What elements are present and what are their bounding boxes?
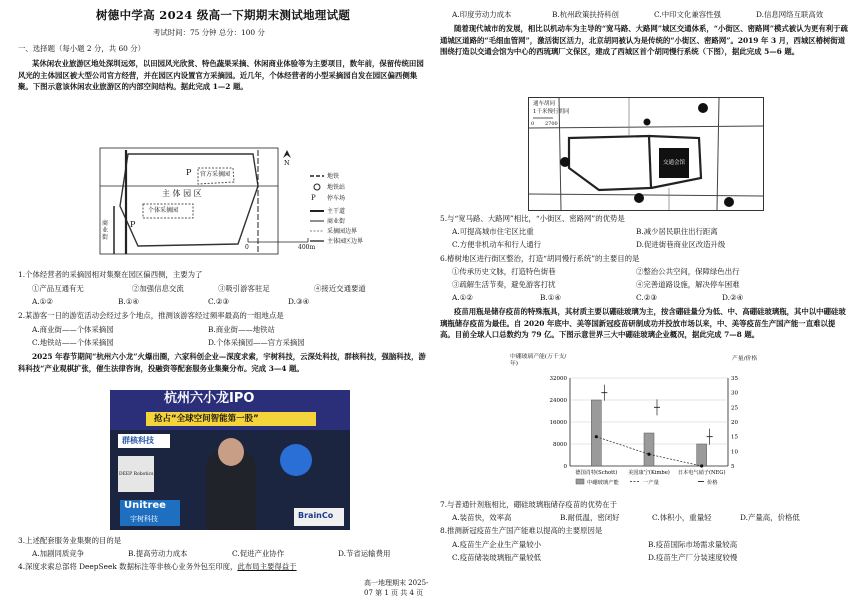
q1-choice-a[interactable]: A.①②: [32, 297, 53, 306]
glass-chart: [510, 354, 780, 494]
map2-legend-2: 1千米慢行胡同: [533, 109, 570, 115]
q6-choice-a[interactable]: A.①②: [452, 293, 473, 302]
q8-choice-a[interactable]: A.疫苗生产企业生产量较小: [452, 540, 541, 549]
legend-main-road: 主干道: [327, 208, 346, 215]
slow-lane-loop: [569, 136, 651, 190]
q1-stem: 1.个体经营者的采摘园相对集聚在园区偏西侧，主要为了: [18, 270, 203, 279]
q1-option-1: ①产品互通有无: [32, 284, 84, 293]
q2-choice-a[interactable]: A.商业街——个体采摘园: [32, 325, 114, 334]
scale-zero: 0: [245, 244, 249, 251]
q1-option-4: ④接近交通要道: [314, 284, 366, 293]
chart-y-tick-right: 35: [731, 376, 738, 382]
chart-legend-capacity: 中硼玻璃产能: [587, 480, 619, 486]
commercial-street-label: 商业街: [102, 220, 109, 241]
q7-choice-b[interactable]: B.耐低温，密闭好: [560, 513, 620, 522]
section-heading: 一、选择题（每小题 2 分，共 60 分）: [18, 44, 145, 53]
q6-option-3: ③疏解生活节奏，避免游客打扰: [452, 280, 556, 289]
chart-x-tick: 美国康宁(Kimbe): [628, 470, 670, 476]
q8-choice-b[interactable]: B.疫苗国际市场需求量较高: [648, 540, 738, 549]
q4-stem-underlined: 此布局主要得益于: [237, 562, 297, 571]
q5-choice-c[interactable]: C.方便非机动车和行人通行: [452, 240, 542, 249]
chart-ylabel-left: 中硼玻璃产能(万千支/年): [510, 354, 567, 367]
pedestrian-icon: [644, 119, 651, 126]
q8-choice-d[interactable]: D.疫苗生产厂分装速度较慢: [648, 553, 738, 562]
brainco-logo: BrainCo: [298, 511, 334, 520]
q2-choice-c[interactable]: C.地铁站——个体采摘园: [32, 338, 114, 347]
intro-1-2: 某休闲农业旅游区地处深圳远郊，以田园风光欣赏、特色蔬果采摘、休闲商业体验等为主要项目，数年前，保留传统田园风光的主体园区被大型公司官方经营，并在园区内设置官方采摘园。近几年，个体经营者的小型采摘园自发在园区偏西侧集聚。下图示意该休闲农业旅游区的内部空间结构。据此完成 1—2 题。: [18, 59, 424, 91]
q1-choice-d[interactable]: D.③④: [288, 297, 310, 306]
chart-legend-production: 一产量: [643, 480, 659, 486]
chart-bar: [591, 400, 601, 466]
park-map-svg: [98, 146, 358, 258]
map2-scale-label: 2700: [545, 121, 558, 127]
legend-park: 主体园区边界: [327, 238, 364, 245]
car-icon-2: [634, 193, 644, 203]
chart-legend-bar-swatch: [576, 479, 584, 484]
intro-7-8: 疫苗用瓶是储存疫苗的特殊瓶具，其材质主要以硼硅玻璃为主，按含硼硅量分为低、中、高硼硅玻璃瓶，其中以中硼硅玻璃瓶储存疫苗为最佳。自 2020 年底中、美等国新冠疫苗研制成功并投放市场以来，中、美等疫苗生产国产能一直难以提高。目前全球人口总数约为 79 亿。下图示意世界三大中硼硅玻璃企业概况，据此完成 7—8 题。: [440, 307, 846, 339]
q4-choice-a[interactable]: A.印度劳动力成本: [452, 10, 512, 19]
q7-choice-d[interactable]: D.产量高，价格低: [740, 513, 800, 522]
chart-x-tick: 日本电气硝子(NEG): [677, 470, 726, 476]
chart-y-tick-right: 30: [731, 390, 738, 397]
q3-choice-c[interactable]: C.促进产业协作: [232, 549, 285, 558]
chart-bar: [644, 433, 654, 466]
q1-choice-b[interactable]: B.①④: [118, 297, 140, 306]
q6-option-4: ④完善道路设施，解决停车困难: [636, 280, 740, 289]
speaker-head: [218, 438, 244, 466]
photo-banner-title: 杭州六小龙IPO: [164, 391, 255, 406]
exam-meta: 考试时间：75 分钟 总分：100 分: [153, 28, 265, 37]
chart-y-tick-left: 32000: [549, 376, 567, 382]
parking-2: P: [186, 168, 192, 177]
news-photo: [110, 390, 350, 530]
q5-choice-b[interactable]: B.减少居民职住出行距离: [636, 227, 718, 236]
unitree-logo: Unitree: [124, 500, 166, 511]
q7-choice-a[interactable]: A.装苗快，效率高: [452, 513, 512, 522]
q4-stem-text: 4.深度求索总部将 DeepSeek 数据标注等非核心业务外包至印度，: [18, 562, 238, 571]
legend-parking: 停车场: [327, 195, 346, 202]
intro-5-6: 随着现代城市的发展，相比以机动车为主导的“宽马路、大路网”城区交通体系，“小街区、密路网”模式被认为更有利于疏通城区道路的“毛细血管网”，激活街区活力，北京胡同被认为是传统的“小街区、密路网”。2019 年 3 月，西城区椿树街道围绕打造以交通会馆为中心的西琉璃厂文保区，建成了西城区首个胡同慢行系统（下图），据此完成 5—6 题。: [440, 24, 848, 56]
q5-choice-a[interactable]: A.可提高城市住宅区比重: [452, 227, 534, 236]
q4-stem: [18, 562, 297, 572]
chart-svg: [510, 354, 780, 494]
chart-ylabel-right: 产量/价格: [732, 356, 758, 362]
q2-choice-d[interactable]: D.个体采摘园——官方采摘园: [208, 338, 305, 347]
q5-stem: 5.与“宽马路、大路网”相比，“小街区、密路网”的优势是: [440, 214, 625, 223]
q1-option-3: ③吸引游客驻足: [218, 284, 270, 293]
chart-x-tick: 德国肖特(Schott): [575, 470, 618, 476]
q8-stem: 8.推测新冠疫苗生产国产能难以提高的主要原因是: [440, 526, 603, 535]
q3-choice-d[interactable]: D.节省运输费用: [338, 549, 391, 558]
chart-y-tick-right: 20: [731, 420, 738, 426]
q1-option-2: ②加强信息交流: [132, 284, 184, 293]
unitree-logo-cn: 宇树科技: [130, 515, 158, 523]
photo-tag: 群核科技: [122, 436, 154, 445]
q6-option-1: ①传承历史文脉，打造特色街巷: [452, 267, 556, 276]
park-map: [98, 146, 364, 258]
legend-orchard: 采摘园边界: [327, 228, 358, 235]
photo-subtitle: 抢占“全球空间智能第一股”: [154, 414, 259, 424]
deep-robotics-text: DEEP Robotics: [119, 472, 154, 477]
q6-option-2: ②整治公共空间，保障绿色出行: [636, 267, 740, 276]
q4-choice-b[interactable]: B.杭州政策扶持科创: [552, 10, 619, 19]
q4-choice-c[interactable]: C.中印文化兼容性强: [654, 10, 721, 19]
chart-y-tick-left: 16000: [549, 420, 567, 426]
q2-stem: 2.某游客一日的游览活动会经过多个地点，推测该游客经过频率最高的一组地点是: [18, 311, 284, 320]
q2-choice-b[interactable]: B.商业街——地铁站: [208, 325, 275, 334]
intro-3-4: 2025 年春节期间“杭州六小龙”火爆出圈，六家科创企业—深度求索，宇树科技，云深处科技，群核科技，强脑科技，游科科技“产业观棋扩张，催生法律咨询，投融资等配套服务业集聚分布。完成 3—4 题。: [18, 352, 426, 373]
page-title: 树德中学高 2024 级高一下期期末测试地理试题: [96, 8, 351, 22]
q4-choice-d[interactable]: D.信息网络互联高效: [756, 10, 824, 19]
q3-choice-a[interactable]: A.加剧同质竞争: [32, 549, 85, 558]
road-1: [529, 126, 763, 128]
main-area-label: 主 体 园 区: [162, 189, 202, 198]
chart-y-tick-right: 25: [731, 405, 738, 412]
car-icon-3: [724, 197, 734, 207]
official-orchard-label: 官方采摘园: [200, 171, 231, 178]
chart-bar: [697, 444, 707, 466]
chart-legend-price: 价格: [707, 480, 718, 486]
q6-choice-b[interactable]: B.①④: [540, 293, 562, 302]
legend-commercial: 商业街: [327, 218, 346, 225]
private-orchard-label: 个体采摘园: [148, 207, 179, 214]
q7-choice-c[interactable]: C.体积小，重量轻: [652, 513, 712, 522]
page-footer: 高一地理期末 2025-07 第 1 页 共 4 页: [364, 579, 429, 597]
chart-y-tick-left: 0: [563, 464, 567, 470]
q8-choice-c[interactable]: C.疫苗储装玻璃瓶产量较低: [452, 553, 542, 562]
legend-metro: 地铁: [327, 173, 340, 180]
q6-stem: 6.椿树地区进行街区整治，打造“胡同慢行系统”的主要目的是: [440, 254, 640, 263]
road-4: [717, 98, 719, 210]
bike-icon: [698, 103, 708, 113]
deepseek-whale-icon: [280, 444, 312, 476]
map2-scale-zero: 0: [531, 121, 535, 127]
q3-stem: 3.上述配套服务业集聚的目的是: [18, 536, 122, 545]
legend-parking-p: P: [311, 194, 316, 202]
q6-choice-d[interactable]: D.②④: [722, 293, 744, 302]
chart-y-tick-left: 8000: [553, 442, 567, 448]
map2-legend-1: 通车胡同: [533, 101, 556, 107]
chart-y-tick-right: 15: [731, 434, 738, 441]
legend-station-icon: [314, 184, 320, 190]
q7-stem: 7.与普通针剂瓶相比，硼硅玻璃瓶储存疫苗的优势在于: [440, 500, 618, 509]
road-2: [529, 194, 763, 196]
chart-y-tick-right: 10: [731, 449, 738, 456]
transport-hall-label: 交通会馆: [663, 160, 686, 166]
q1-choice-c[interactable]: C.②③: [208, 297, 229, 306]
q5-choice-d[interactable]: D.促进街巷商业区改造升级: [636, 240, 726, 249]
legend-station: 地铁站: [327, 184, 346, 191]
q6-choice-c[interactable]: C.②③: [636, 293, 657, 302]
chart-y-tick-right: 5: [731, 464, 735, 470]
hutong-map: [528, 97, 764, 211]
scale-label: 400m: [298, 244, 316, 251]
parking-1: P: [130, 220, 136, 229]
north-label: N: [284, 159, 290, 167]
chart-y-tick-left: 24000: [549, 398, 567, 404]
north-arrow-icon: [283, 150, 291, 158]
car-icon: [560, 157, 570, 167]
q3-choice-b[interactable]: B.提高劳动力成本: [128, 549, 188, 558]
